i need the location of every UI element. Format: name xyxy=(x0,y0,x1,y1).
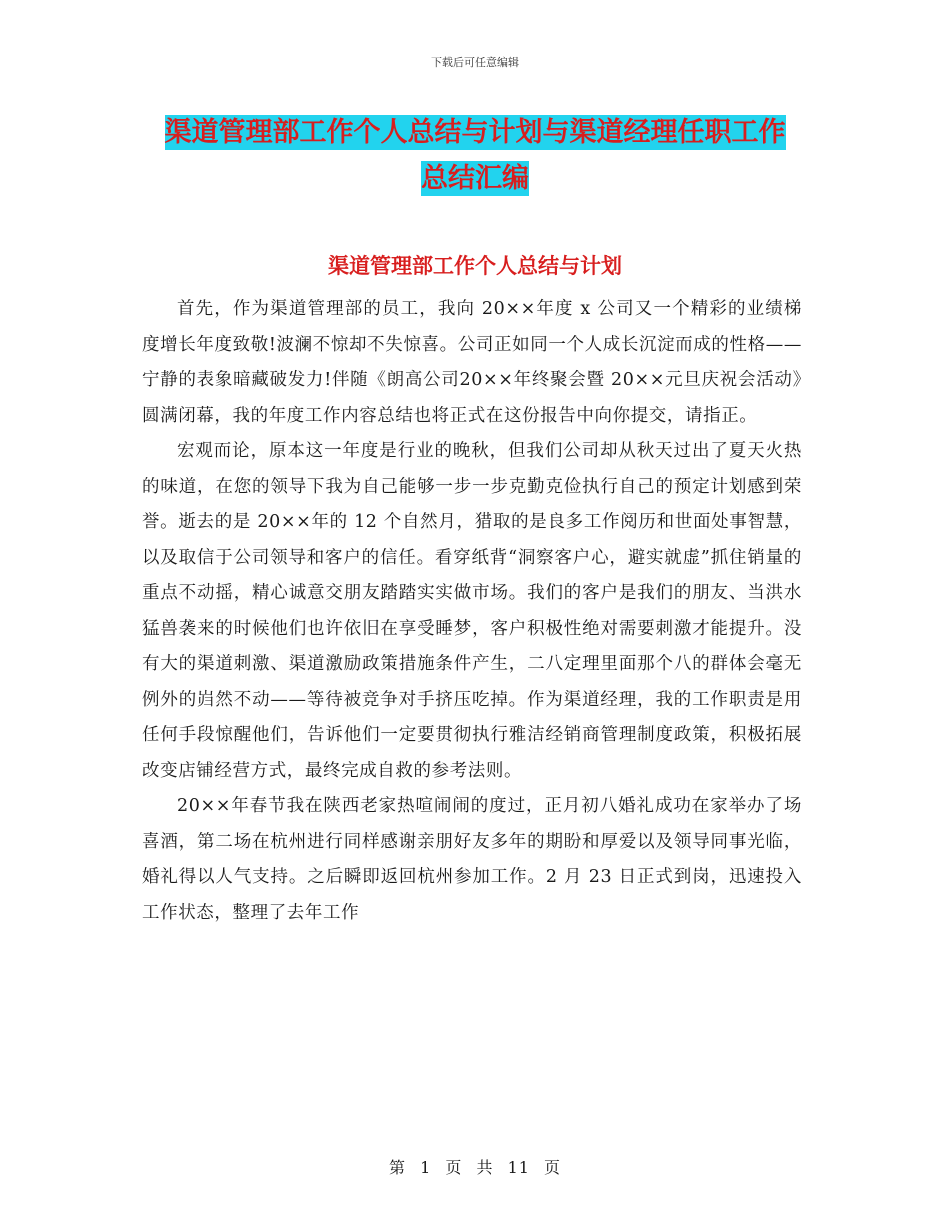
paragraph: 20××年春节我在陕西老家热喧闹闹的度过，正月初八婚礼成功在家举办了场喜酒，第二场在杭州进行同样感谢亲朋好友多年的期盼和厚爱以及领导同事光临，婚礼得以人气支持。之后瞬即返回杭州参加工作。2 月 23 日正式到岗，迅速投入工作状态，整理了去年工作 xyxy=(142,796,802,923)
footer-total-unit: 页 xyxy=(544,1158,562,1177)
footer-total-pages: 11 xyxy=(507,1158,530,1177)
document-title-line-1: 渠道管理部工作个人总结与计划与渠道经理任职工作 xyxy=(164,117,786,148)
paragraph: 宏观而论，原本这一年度是行业的晚秋，但我们公司却从秋天过出了夏天火热的味道，在您的领导下我为自己能够一步一步克勤克俭执行自己的预定计划感到荣誉。逝去的是 20××年的 12 个自然月，猎取的是良多工作阅历和世面处事智慧，以及取信于公司领导和客户的信任。看穿纸背“洞察客户心，避实就虚”抓住销量的重点不动摇，精心诚意交朋友踏踏实实做市场。我们的客户是我们的朋友、当洪水猛兽袭来的时候他们也许依旧在享受睡梦，客户积极性绝对需要刺激才能提升。没有大的渠道刺激、渠道激励政策措施条件产生，二八定理里面那个八的群体会毫无例外的岿然不动——等待被竞争对手挤压吃掉。作为渠道经理，我的工作职责是用任何手段惊醒他们，告诉他们一定要贯彻执行雅洁经销商管理制度政策，积极拓展改变店铺经营方式，最终完成自救的参考法则。 xyxy=(142,441,802,781)
body-text xyxy=(142,292,802,931)
footer-page-unit: 页 xyxy=(445,1158,463,1177)
page-footer xyxy=(0,1155,950,1178)
document-title xyxy=(140,110,810,202)
footer-total-label: 共 xyxy=(476,1158,494,1177)
footer-page-label: 第 xyxy=(388,1158,406,1177)
document-title-line-2: 总结汇编 xyxy=(421,163,529,194)
header-note: 下载后可任意编辑 xyxy=(431,56,519,69)
footer-page-number: 1 xyxy=(420,1158,432,1177)
section-title: 渠道管理部工作个人总结与计划 xyxy=(328,254,622,278)
paragraph: 首先，作为渠道管理部的员工，我向 20××年度 x 公司又一个精彩的业绩梯度增长年度致敬!波澜不惊却不失惊喜。公司正如同一个人成长沉淀而成的性格——宁静的表象暗藏破发力!伴随《朗高公司20××年终聚会暨 20××元旦庆祝会活动》圆满闭幕，我的年度工作内容总结也将正式在这份报告中向你提交，请指正。 xyxy=(142,299,802,426)
